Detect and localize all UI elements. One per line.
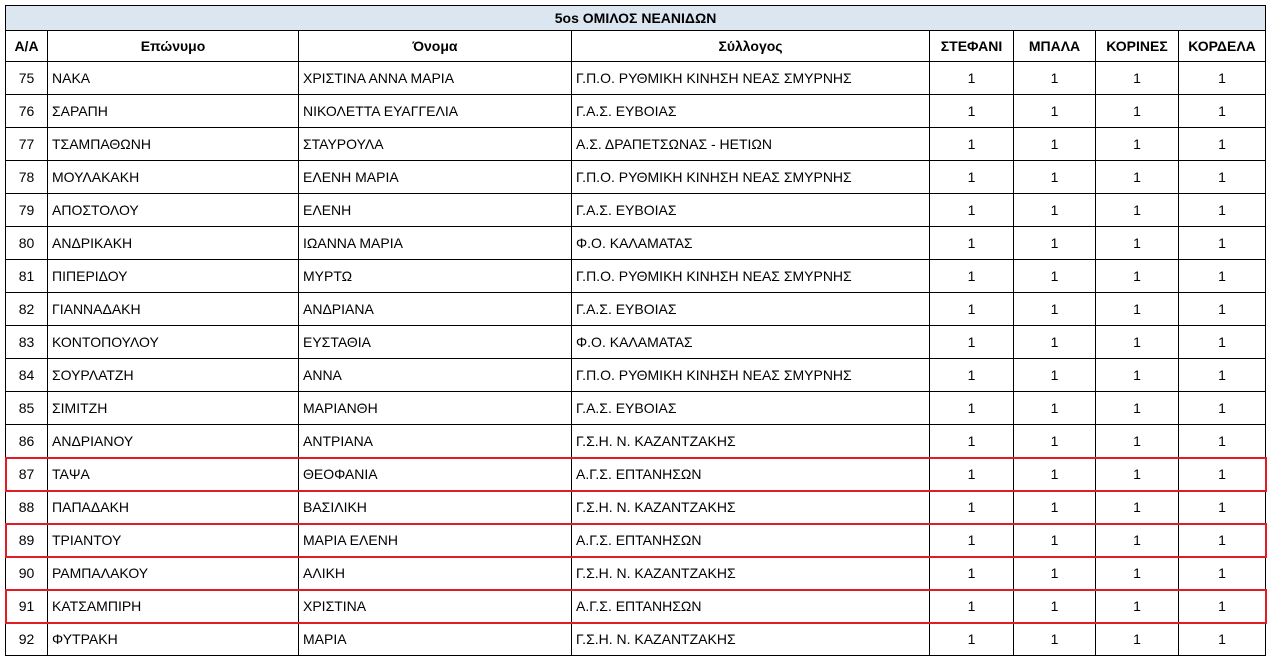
table-row (6, 326, 1266, 359)
cell-surname: ΣΙΜΙΤΖΗ (48, 392, 299, 425)
table-row (6, 392, 1266, 425)
cell-surname: ΚΟΝΤΟΠΟΥΛΟΥ (48, 326, 299, 359)
cell-club: Γ.Σ.Η. Ν. ΚΑΖΑΝΤΖΑΚΗΣ (572, 557, 930, 590)
table-row (6, 557, 1266, 590)
table-row (6, 161, 1266, 194)
cell-surname: ΤΡΙΑΝΤΟΥ (48, 524, 299, 557)
cell-club: Φ.Ο. ΚΑΛΑΜΑΤΑΣ (572, 227, 930, 260)
header-korines: ΚΟΡΙΝΕΣ (1096, 31, 1179, 62)
table-row-highlighted (6, 524, 1266, 557)
table-row (6, 359, 1266, 392)
cell-aa: 80 (6, 227, 48, 260)
table-row (6, 260, 1266, 293)
cell-stefani: 1 (930, 194, 1014, 227)
cell-name: ΑΛΙΚΗ (299, 557, 572, 590)
cell-stefani: 1 (930, 425, 1014, 458)
cell-club: Γ.Σ.Η. Ν. ΚΑΖΑΝΤΖΑΚΗΣ (572, 491, 930, 524)
cell-aa: 79 (6, 194, 48, 227)
table-row-highlighted (6, 458, 1266, 491)
cell-korines: 1 (1096, 491, 1179, 524)
cell-stefani: 1 (930, 590, 1014, 623)
cell-aa: 85 (6, 392, 48, 425)
cell-kordela: 1 (1179, 293, 1266, 326)
cell-name: ΧΡΙΣΤΙΝΑ ΑΝΝΑ ΜΑΡΙΑ (299, 62, 572, 95)
cell-surname: ΝΑΚΑ (48, 62, 299, 95)
cell-kordela: 1 (1179, 260, 1266, 293)
cell-kordela: 1 (1179, 623, 1266, 656)
header-surname: Επώνυμο (48, 31, 299, 62)
header-club: Σύλλογος (572, 31, 930, 62)
cell-club: Φ.Ο. ΚΑΛΑΜΑΤΑΣ (572, 326, 930, 359)
cell-surname: ΣΟΥΡΛΑΤΖΗ (48, 359, 299, 392)
cell-name: ΣΤΑΥΡΟΥΛΑ (299, 128, 572, 161)
cell-mpala: 1 (1014, 227, 1096, 260)
cell-mpala: 1 (1014, 95, 1096, 128)
cell-kordela: 1 (1179, 590, 1266, 623)
cell-club: Γ.Π.Ο. ΡΥΘΜΙΚΗ ΚΙΝΗΣΗ ΝΕΑΣ ΣΜΥΡΝΗΣ (572, 62, 930, 95)
table-row (6, 62, 1266, 95)
header-row (6, 31, 1266, 62)
cell-kordela: 1 (1179, 227, 1266, 260)
cell-mpala: 1 (1014, 62, 1096, 95)
cell-kordela: 1 (1179, 62, 1266, 95)
cell-aa: 75 (6, 62, 48, 95)
cell-korines: 1 (1096, 260, 1179, 293)
cell-korines: 1 (1096, 524, 1179, 557)
cell-club: Γ.Σ.Η. Ν. ΚΑΖΑΝΤΖΑΚΗΣ (572, 425, 930, 458)
cell-name: ΑΝΔΡΙΑΝΑ (299, 293, 572, 326)
cell-name: ΑΝΝΑ (299, 359, 572, 392)
cell-stefani: 1 (930, 557, 1014, 590)
cell-kordela: 1 (1179, 458, 1266, 491)
table-row (6, 293, 1266, 326)
cell-club: Α.Γ.Σ. ΕΠΤΑΝΗΣΩΝ (572, 458, 930, 491)
cell-surname: ΜΟΥΛΑΚΑΚΗ (48, 161, 299, 194)
cell-kordela: 1 (1179, 524, 1266, 557)
cell-mpala: 1 (1014, 161, 1096, 194)
cell-kordela: 1 (1179, 128, 1266, 161)
cell-club: Γ.Σ.Η. Ν. ΚΑΖΑΝΤΖΑΚΗΣ (572, 623, 930, 656)
cell-mpala: 1 (1014, 359, 1096, 392)
cell-aa: 81 (6, 260, 48, 293)
table-row (6, 425, 1266, 458)
cell-korines: 1 (1096, 293, 1179, 326)
cell-korines: 1 (1096, 227, 1179, 260)
header-mpala: ΜΠΑΛΑ (1014, 31, 1096, 62)
results-table (5, 5, 1266, 656)
table-row-highlighted (6, 590, 1266, 623)
cell-stefani: 1 (930, 293, 1014, 326)
cell-stefani: 1 (930, 128, 1014, 161)
cell-stefani: 1 (930, 95, 1014, 128)
header-stefani: ΣΤΕΦΑΝΙ (930, 31, 1014, 62)
cell-surname: ΚΑΤΣΑΜΠΙΡΗ (48, 590, 299, 623)
cell-surname: ΑΠΟΣΤΟΛΟΥ (48, 194, 299, 227)
cell-mpala: 1 (1014, 293, 1096, 326)
cell-aa: 92 (6, 623, 48, 656)
cell-mpala: 1 (1014, 590, 1096, 623)
cell-name: ΕΛΕΝΗ ΜΑΡΙΑ (299, 161, 572, 194)
cell-stefani: 1 (930, 62, 1014, 95)
cell-surname: ΑΝΔΡΙΚΑΚΗ (48, 227, 299, 260)
header-kordela: ΚΟΡΔΕΛΑ (1179, 31, 1266, 62)
cell-kordela: 1 (1179, 557, 1266, 590)
cell-surname: ΠΑΠΑΔΑΚΗ (48, 491, 299, 524)
header-aa: Α/Α (6, 31, 48, 62)
cell-aa: 90 (6, 557, 48, 590)
cell-mpala: 1 (1014, 557, 1096, 590)
cell-korines: 1 (1096, 128, 1179, 161)
cell-mpala: 1 (1014, 194, 1096, 227)
cell-mpala: 1 (1014, 458, 1096, 491)
cell-korines: 1 (1096, 95, 1179, 128)
table-title: 5os ΟΜΙΛΟΣ ΝΕΑΝΙΔΩΝ (6, 6, 1266, 31)
title-row (6, 6, 1266, 31)
header-name: Όνομα (299, 31, 572, 62)
cell-club: Γ.Π.Ο. ΡΥΘΜΙΚΗ ΚΙΝΗΣΗ ΝΕΑΣ ΣΜΥΡΝΗΣ (572, 359, 930, 392)
cell-stefani: 1 (930, 392, 1014, 425)
cell-korines: 1 (1096, 161, 1179, 194)
cell-kordela: 1 (1179, 392, 1266, 425)
cell-aa: 82 (6, 293, 48, 326)
cell-stefani: 1 (930, 161, 1014, 194)
table-body (6, 62, 1266, 656)
cell-stefani: 1 (930, 623, 1014, 656)
cell-club: Α.Σ. ΔΡΑΠΕΤΣΩΝΑΣ - ΗΕΤΙΩΝ (572, 128, 930, 161)
cell-club: Α.Γ.Σ. ΕΠΤΑΝΗΣΩΝ (572, 590, 930, 623)
cell-surname: ΣΑΡΑΠΗ (48, 95, 299, 128)
cell-korines: 1 (1096, 458, 1179, 491)
cell-kordela: 1 (1179, 491, 1266, 524)
cell-surname: ΑΝΔΡΙΑΝΟΥ (48, 425, 299, 458)
cell-mpala: 1 (1014, 260, 1096, 293)
cell-surname: ΤΑΨΑ (48, 458, 299, 491)
cell-aa: 84 (6, 359, 48, 392)
table-row (6, 491, 1266, 524)
cell-mpala: 1 (1014, 623, 1096, 656)
cell-stefani: 1 (930, 260, 1014, 293)
cell-name: ΒΑΣΙΛΙΚΗ (299, 491, 572, 524)
cell-surname: ΤΣΑΜΠΑΘΩΝΗ (48, 128, 299, 161)
cell-mpala: 1 (1014, 524, 1096, 557)
cell-club: Γ.Α.Σ. ΕΥΒΟΙΑΣ (572, 293, 930, 326)
cell-name: ΙΩΑΝΝΑ ΜΑΡΙΑ (299, 227, 572, 260)
cell-club: Γ.Α.Σ. ΕΥΒΟΙΑΣ (572, 194, 930, 227)
cell-surname: ΦΥΤΡΑΚΗ (48, 623, 299, 656)
cell-stefani: 1 (930, 326, 1014, 359)
cell-aa: 88 (6, 491, 48, 524)
cell-aa: 78 (6, 161, 48, 194)
cell-kordela: 1 (1179, 194, 1266, 227)
cell-surname: ΡΑΜΠΑΛΑΚΟΥ (48, 557, 299, 590)
cell-name: ΧΡΙΣΤΙΝΑ (299, 590, 572, 623)
cell-mpala: 1 (1014, 128, 1096, 161)
cell-stefani: 1 (930, 458, 1014, 491)
cell-club: Γ.Α.Σ. ΕΥΒΟΙΑΣ (572, 95, 930, 128)
cell-stefani: 1 (930, 227, 1014, 260)
cell-name: ΘΕΟΦΑΝΙΑ (299, 458, 572, 491)
cell-kordela: 1 (1179, 161, 1266, 194)
cell-club: Γ.Π.Ο. ΡΥΘΜΙΚΗ ΚΙΝΗΣΗ ΝΕΑΣ ΣΜΥΡΝΗΣ (572, 161, 930, 194)
cell-kordela: 1 (1179, 326, 1266, 359)
cell-mpala: 1 (1014, 425, 1096, 458)
table-row (6, 95, 1266, 128)
cell-stefani: 1 (930, 491, 1014, 524)
cell-club: Α.Γ.Σ. ΕΠΤΑΝΗΣΩΝ (572, 524, 930, 557)
cell-name: ΑΝΤΡΙΑΝΑ (299, 425, 572, 458)
cell-name: ΜΑΡΙΑ ΕΛΕΝΗ (299, 524, 572, 557)
table-row (6, 194, 1266, 227)
table-row (6, 623, 1266, 656)
cell-aa: 77 (6, 128, 48, 161)
cell-mpala: 1 (1014, 491, 1096, 524)
cell-kordela: 1 (1179, 95, 1266, 128)
cell-club: Γ.Α.Σ. ΕΥΒΟΙΑΣ (572, 392, 930, 425)
cell-name: ΜΑΡΙΑΝΘΗ (299, 392, 572, 425)
cell-kordela: 1 (1179, 359, 1266, 392)
cell-aa: 86 (6, 425, 48, 458)
cell-stefani: 1 (930, 359, 1014, 392)
cell-name: ΜΥΡΤΩ (299, 260, 572, 293)
cell-aa: 76 (6, 95, 48, 128)
cell-mpala: 1 (1014, 392, 1096, 425)
cell-aa: 91 (6, 590, 48, 623)
cell-korines: 1 (1096, 194, 1179, 227)
cell-korines: 1 (1096, 359, 1179, 392)
cell-korines: 1 (1096, 623, 1179, 656)
cell-korines: 1 (1096, 425, 1179, 458)
cell-korines: 1 (1096, 392, 1179, 425)
cell-stefani: 1 (930, 524, 1014, 557)
cell-kordela: 1 (1179, 425, 1266, 458)
cell-korines: 1 (1096, 62, 1179, 95)
cell-aa: 89 (6, 524, 48, 557)
cell-surname: ΠΙΠΕΡΙΔΟΥ (48, 260, 299, 293)
cell-name: ΜΑΡΙΑ (299, 623, 572, 656)
table-row (6, 128, 1266, 161)
cell-surname: ΓΙΑΝΝΑΔΑΚΗ (48, 293, 299, 326)
cell-korines: 1 (1096, 326, 1179, 359)
cell-name: ΕΥΣΤΑΘΙΑ (299, 326, 572, 359)
cell-mpala: 1 (1014, 326, 1096, 359)
cell-aa: 83 (6, 326, 48, 359)
cell-korines: 1 (1096, 590, 1179, 623)
cell-aa: 87 (6, 458, 48, 491)
cell-korines: 1 (1096, 557, 1179, 590)
cell-name: ΕΛΕΝΗ (299, 194, 572, 227)
cell-club: Γ.Π.Ο. ΡΥΘΜΙΚΗ ΚΙΝΗΣΗ ΝΕΑΣ ΣΜΥΡΝΗΣ (572, 260, 930, 293)
cell-name: ΝΙΚΟΛΕΤΤΑ ΕΥΑΓΓΕΛΙΑ (299, 95, 572, 128)
table-row (6, 227, 1266, 260)
